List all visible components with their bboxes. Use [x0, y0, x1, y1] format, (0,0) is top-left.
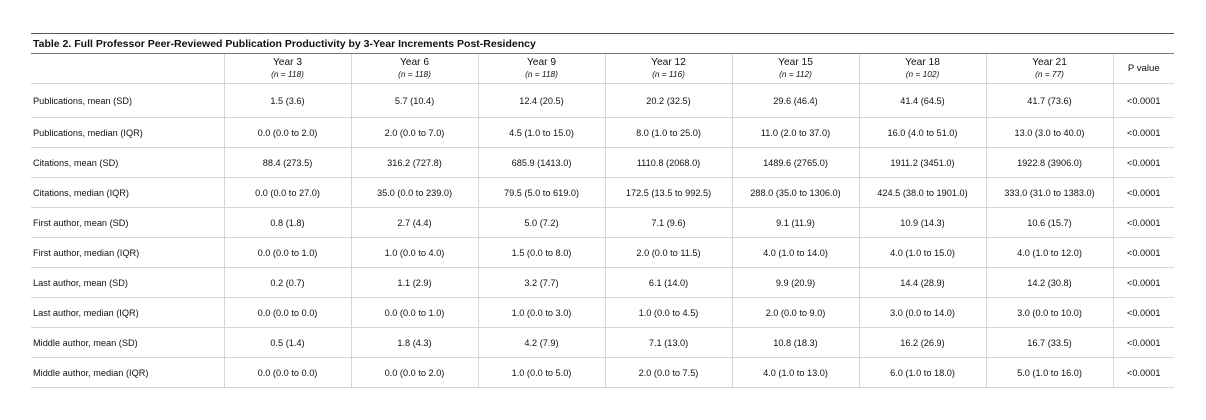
- sample-size: (n = 118): [398, 69, 431, 79]
- table-cell: 1489.6 (2765.0): [732, 148, 859, 178]
- table-cell: 2.0 (0.0 to 7.0): [351, 118, 478, 148]
- p-value-cell: <0.0001: [1113, 208, 1174, 238]
- year-label: Year 12: [651, 57, 686, 68]
- table-cell: 4.0 (1.0 to 12.0): [986, 238, 1113, 268]
- table-row: [31, 208, 1174, 238]
- row-label: Citations, median (IQR): [31, 178, 224, 208]
- table-cell: 10.9 (14.3): [859, 208, 986, 238]
- table-cell: 3.0 (0.0 to 14.0): [859, 298, 986, 328]
- column-header: [732, 54, 859, 84]
- table-cell: 13.0 (3.0 to 40.0): [986, 118, 1113, 148]
- table-cell: 3.2 (7.7): [478, 268, 605, 298]
- table-row: [31, 84, 1174, 118]
- table-row: [31, 298, 1174, 328]
- table-cell: 316.2 (727.8): [351, 148, 478, 178]
- p-value-cell: <0.0001: [1113, 178, 1174, 208]
- table-cell: 0.8 (1.8): [224, 208, 351, 238]
- row-label: First author, mean (SD): [31, 208, 224, 238]
- table-cell: 6.1 (14.0): [605, 268, 732, 298]
- table-cell: 16.0 (4.0 to 51.0): [859, 118, 986, 148]
- table-cell: 2.7 (4.4): [351, 208, 478, 238]
- table-cell: 0.0 (0.0 to 1.0): [351, 298, 478, 328]
- table-cell: 16.7 (33.5): [986, 328, 1113, 358]
- header-blank-cell: [31, 54, 224, 84]
- table-caption: Table 2. Full Professor Peer-Reviewed Publication Productivity by 3-Year Increments Post-Residency: [31, 33, 1174, 54]
- table-cell: 1.0 (0.0 to 4.5): [605, 298, 732, 328]
- table-row: [31, 268, 1174, 298]
- sample-size: (n = 77): [1035, 69, 1064, 79]
- table-cell: 29.6 (46.4): [732, 84, 859, 118]
- year-label: Year 15: [778, 57, 813, 68]
- table-cell: 1922.8 (3906.0): [986, 148, 1113, 178]
- table-cell: 5.0 (7.2): [478, 208, 605, 238]
- year-label: Year 9: [526, 57, 557, 68]
- p-value-header: P value: [1113, 54, 1174, 84]
- year-label: Year 18: [905, 57, 940, 68]
- table-cell: 7.1 (13.0): [605, 328, 732, 358]
- table-row: [31, 238, 1174, 268]
- sample-size: (n = 112): [779, 69, 812, 79]
- table-cell: 4.0 (1.0 to 14.0): [732, 238, 859, 268]
- sample-size: (n = 118): [525, 69, 558, 79]
- column-header: [224, 54, 351, 84]
- table-cell: 1110.8 (2068.0): [605, 148, 732, 178]
- table-cell: 0.0 (0.0 to 2.0): [224, 118, 351, 148]
- table-cell: 0.0 (0.0 to 2.0): [351, 358, 478, 388]
- year-label: Year 21: [1032, 57, 1067, 68]
- data-table: [31, 54, 1174, 388]
- column-header: [605, 54, 732, 84]
- column-header: [986, 54, 1113, 84]
- table-cell: 0.5 (1.4): [224, 328, 351, 358]
- table-cell: 6.0 (1.0 to 18.0): [859, 358, 986, 388]
- row-label: First author, median (IQR): [31, 238, 224, 268]
- table-cell: 88.4 (273.5): [224, 148, 351, 178]
- table-cell: 41.7 (73.6): [986, 84, 1113, 118]
- table-cell: 7.1 (9.6): [605, 208, 732, 238]
- table-cell: 14.4 (28.9): [859, 268, 986, 298]
- table-cell: 4.0 (1.0 to 15.0): [859, 238, 986, 268]
- row-label: Middle author, median (IQR): [31, 358, 224, 388]
- table-cell: 2.0 (0.0 to 7.5): [605, 358, 732, 388]
- p-value-cell: <0.0001: [1113, 298, 1174, 328]
- table-cell: 12.4 (20.5): [478, 84, 605, 118]
- year-label: Year 6: [399, 57, 430, 68]
- table-cell: 1.0 (0.0 to 4.0): [351, 238, 478, 268]
- p-value-cell: <0.0001: [1113, 238, 1174, 268]
- table-cell: 2.0 (0.0 to 11.5): [605, 238, 732, 268]
- p-value-cell: <0.0001: [1113, 268, 1174, 298]
- table-cell: 8.0 (1.0 to 25.0): [605, 118, 732, 148]
- table-cell: 172.5 (13.5 to 992.5): [605, 178, 732, 208]
- table-cell: 9.1 (11.9): [732, 208, 859, 238]
- table-cell: 1.5 (3.6): [224, 84, 351, 118]
- table-cell: 2.0 (0.0 to 9.0): [732, 298, 859, 328]
- table-cell: 4.2 (7.9): [478, 328, 605, 358]
- table-cell: 3.0 (0.0 to 10.0): [986, 298, 1113, 328]
- sample-size: (n = 118): [271, 69, 304, 79]
- table-cell: 1.0 (0.0 to 5.0): [478, 358, 605, 388]
- row-label: Publications, median (IQR): [31, 118, 224, 148]
- table-cell: 5.7 (10.4): [351, 84, 478, 118]
- table-row: [31, 178, 1174, 208]
- table-cell: 1911.2 (3451.0): [859, 148, 986, 178]
- p-value-cell: <0.0001: [1113, 148, 1174, 178]
- table-cell: 1.0 (0.0 to 3.0): [478, 298, 605, 328]
- table-cell: 0.0 (0.0 to 1.0): [224, 238, 351, 268]
- table-cell: 685.9 (1413.0): [478, 148, 605, 178]
- table-cell: 1.1 (2.9): [351, 268, 478, 298]
- table-cell: 4.0 (1.0 to 13.0): [732, 358, 859, 388]
- column-header: [478, 54, 605, 84]
- table-cell: 424.5 (38.0 to 1901.0): [859, 178, 986, 208]
- p-value-cell: <0.0001: [1113, 328, 1174, 358]
- table-cell: 0.0 (0.0 to 0.0): [224, 298, 351, 328]
- table-cell: 1.8 (4.3): [351, 328, 478, 358]
- table-cell: 41.4 (64.5): [859, 84, 986, 118]
- table-cell: 4.5 (1.0 to 15.0): [478, 118, 605, 148]
- column-header: [351, 54, 478, 84]
- table-cell: 10.6 (15.7): [986, 208, 1113, 238]
- p-value-cell: <0.0001: [1113, 118, 1174, 148]
- table-row: [31, 358, 1174, 388]
- table-cell: 16.2 (26.9): [859, 328, 986, 358]
- table-cell: 333.0 (31.0 to 1383.0): [986, 178, 1113, 208]
- row-label: Citations, mean (SD): [31, 148, 224, 178]
- p-value-cell: <0.0001: [1113, 84, 1174, 118]
- table-cell: 11.0 (2.0 to 37.0): [732, 118, 859, 148]
- row-label: Last author, median (IQR): [31, 298, 224, 328]
- sample-size: (n = 102): [905, 69, 940, 79]
- table-cell: 1.5 (0.0 to 8.0): [478, 238, 605, 268]
- table-cell: 5.0 (1.0 to 16.0): [986, 358, 1113, 388]
- table-cell: 79.5 (5.0 to 619.0): [478, 178, 605, 208]
- table-row: [31, 118, 1174, 148]
- table-cell: 9.9 (20.9): [732, 268, 859, 298]
- table-cell: 20.2 (32.5): [605, 84, 732, 118]
- table-row: [31, 148, 1174, 178]
- table-cell: 14.2 (30.8): [986, 268, 1113, 298]
- year-label: Year 3: [272, 57, 303, 68]
- row-label: Last author, mean (SD): [31, 268, 224, 298]
- p-value-cell: <0.0001: [1113, 358, 1174, 388]
- table-row: [31, 328, 1174, 358]
- row-label: Publications, mean (SD): [31, 84, 224, 118]
- table-cell: 35.0 (0.0 to 239.0): [351, 178, 478, 208]
- table-cell: 10.8 (18.3): [732, 328, 859, 358]
- sample-size: (n = 116): [652, 69, 685, 79]
- table-cell: 0.0 (0.0 to 0.0): [224, 358, 351, 388]
- column-header: [859, 54, 986, 84]
- table-cell: 288.0 (35.0 to 1306.0): [732, 178, 859, 208]
- header-row: [31, 54, 1174, 84]
- table-cell: 0.2 (0.7): [224, 268, 351, 298]
- table-cell: 0.0 (0.0 to 27.0): [224, 178, 351, 208]
- row-label: Middle author, mean (SD): [31, 328, 224, 358]
- table-container: [31, 33, 1174, 388]
